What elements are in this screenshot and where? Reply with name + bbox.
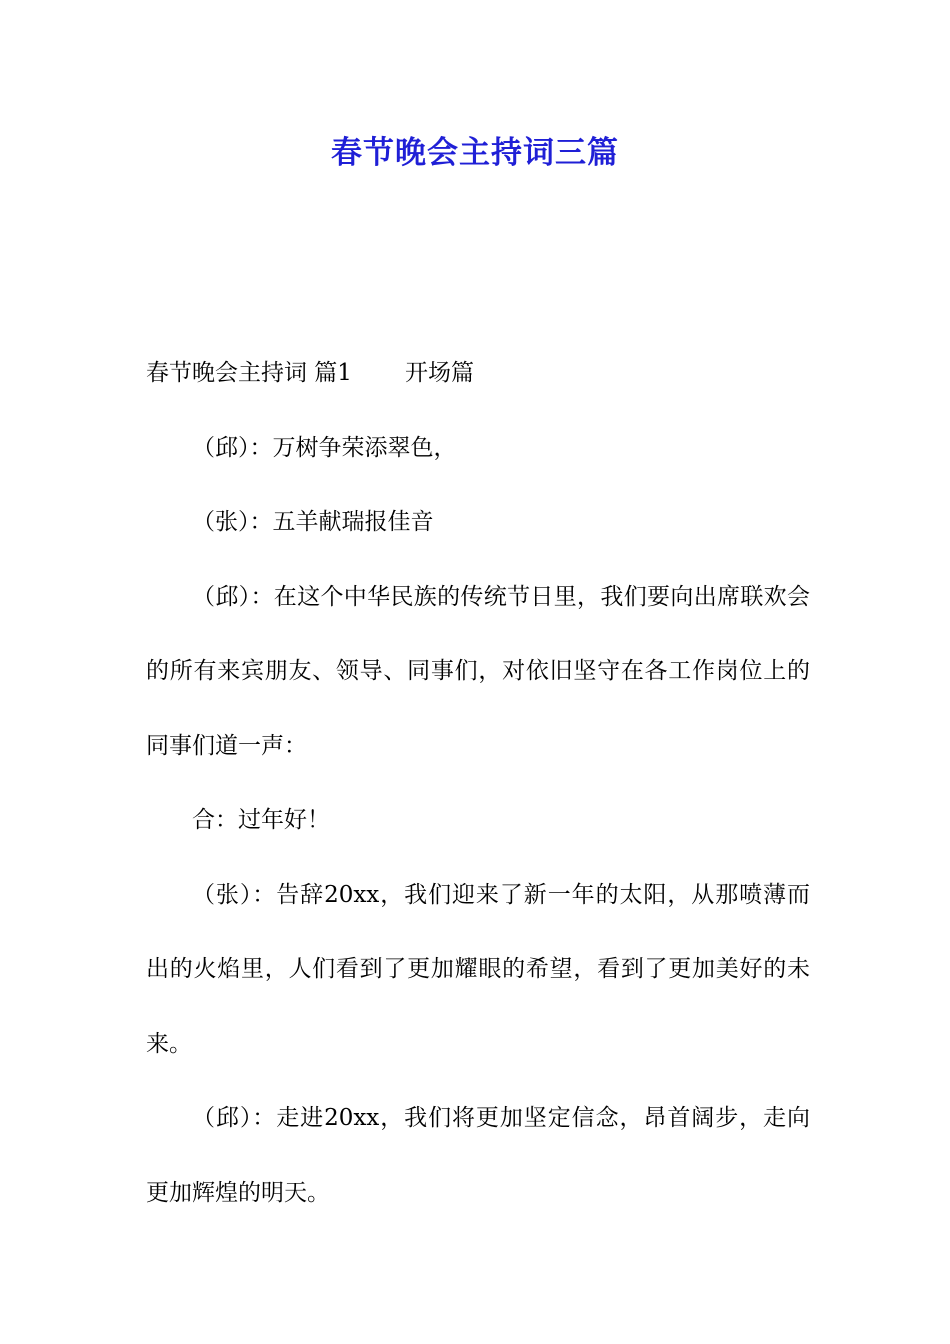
document-title: 春节晚会主持词三篇 (331, 135, 619, 171)
document-body (146, 336, 810, 1230)
section-heading: 春节晚会主持词 篇1 (146, 360, 352, 386)
paragraph: （邱）：在这个中华民族的传统节日里，我们要向出席联欢会的所有来宾朋友、领导、同事们，对依旧坚守在各工作岗位上的同事们道一声： (146, 583, 810, 759)
paragraph: （邱）：万树争荣添翠色， (192, 434, 457, 461)
section-subheading: 开场篇 (404, 360, 474, 386)
paragraph: （张）：告辞20xx，我们迎来了新一年的太阳，从那喷薄而出的火焰里，人们看到了更加耀眼的希望，看到了更加美好的未来。 (146, 881, 810, 1057)
paragraph: （张）：五羊献瑞报佳音 (192, 509, 434, 535)
paragraph: （邱）：走进20xx，我们将更加坚定信念，昂首阔步，走向更加辉煌的明天。 (146, 1105, 810, 1206)
paragraph: 合：过年好！ (192, 807, 330, 833)
section-heading-line (146, 336, 810, 411)
